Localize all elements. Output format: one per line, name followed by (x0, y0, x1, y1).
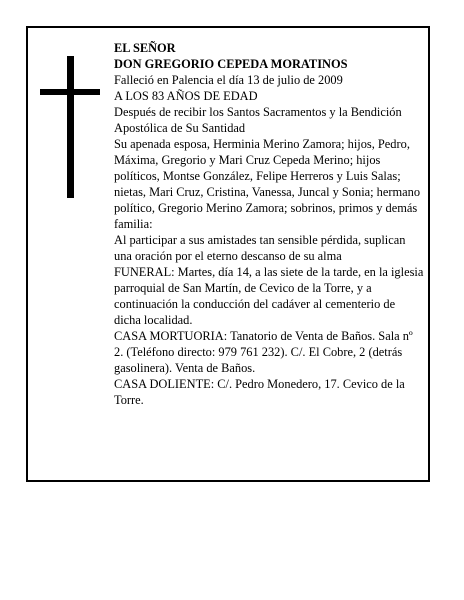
sacraments-paragraph: Después de recibir los Santos Sacramentos y la Bendición Apostólica de Su Santidad (114, 105, 402, 135)
cross-horizontal-bar (40, 89, 100, 95)
family-paragraph: Su apenada esposa, Herminia Merino Zamora; hijos, Pedro, Máxima, Gregorio y Mari Cruz Cepeda Merino; hijos políticos, Montse González, Felipe Herreros y Luis Salas; nietas, Mari Cruz, Cristina, Vanessa, Juncal y Sonia; hermano político, Gregorio Merino Zamora; sobrinos, primos y demás familia: (114, 137, 421, 231)
latin-cross-icon (40, 56, 100, 198)
request-paragraph: Al participar a sus amistades tan sensible pérdida, suplican una oración por el eterno descanso de su alma (114, 233, 406, 263)
funeral-paragraph: FUNERAL: Martes, día 14, a las siete de la tarde, en la iglesia parroquial de San Martín, de Cevico de la Torre, y a continuación la conducción del cadáver al cementerio de dicha localidad. (114, 265, 424, 327)
mortuary-paragraph: CASA MORTUORIA: Tanatorio de Venta de Baños. Sala nº 2. (Teléfono directo: 979 761 232). C/. El Cobre, 2 (detrás gasolinera). Venta de Baños. (114, 329, 413, 375)
mourning-house-paragraph: CASA DOLIENTE: C/. Pedro Monedero, 17. Cevico de la Torre. (114, 377, 405, 407)
death-line: Falleció en Palencia el día 13 de julio de 2009 (114, 73, 343, 87)
age-line: A LOS 83 AÑOS DE EDAD (114, 89, 258, 103)
obituary-notice (26, 26, 430, 482)
cross-vertical-bar (67, 56, 74, 198)
deceased-name: DON GREGORIO CEPEDA MORATINOS (114, 57, 348, 71)
notice-title: EL SEÑOR (114, 41, 176, 55)
obituary-text (114, 40, 424, 408)
